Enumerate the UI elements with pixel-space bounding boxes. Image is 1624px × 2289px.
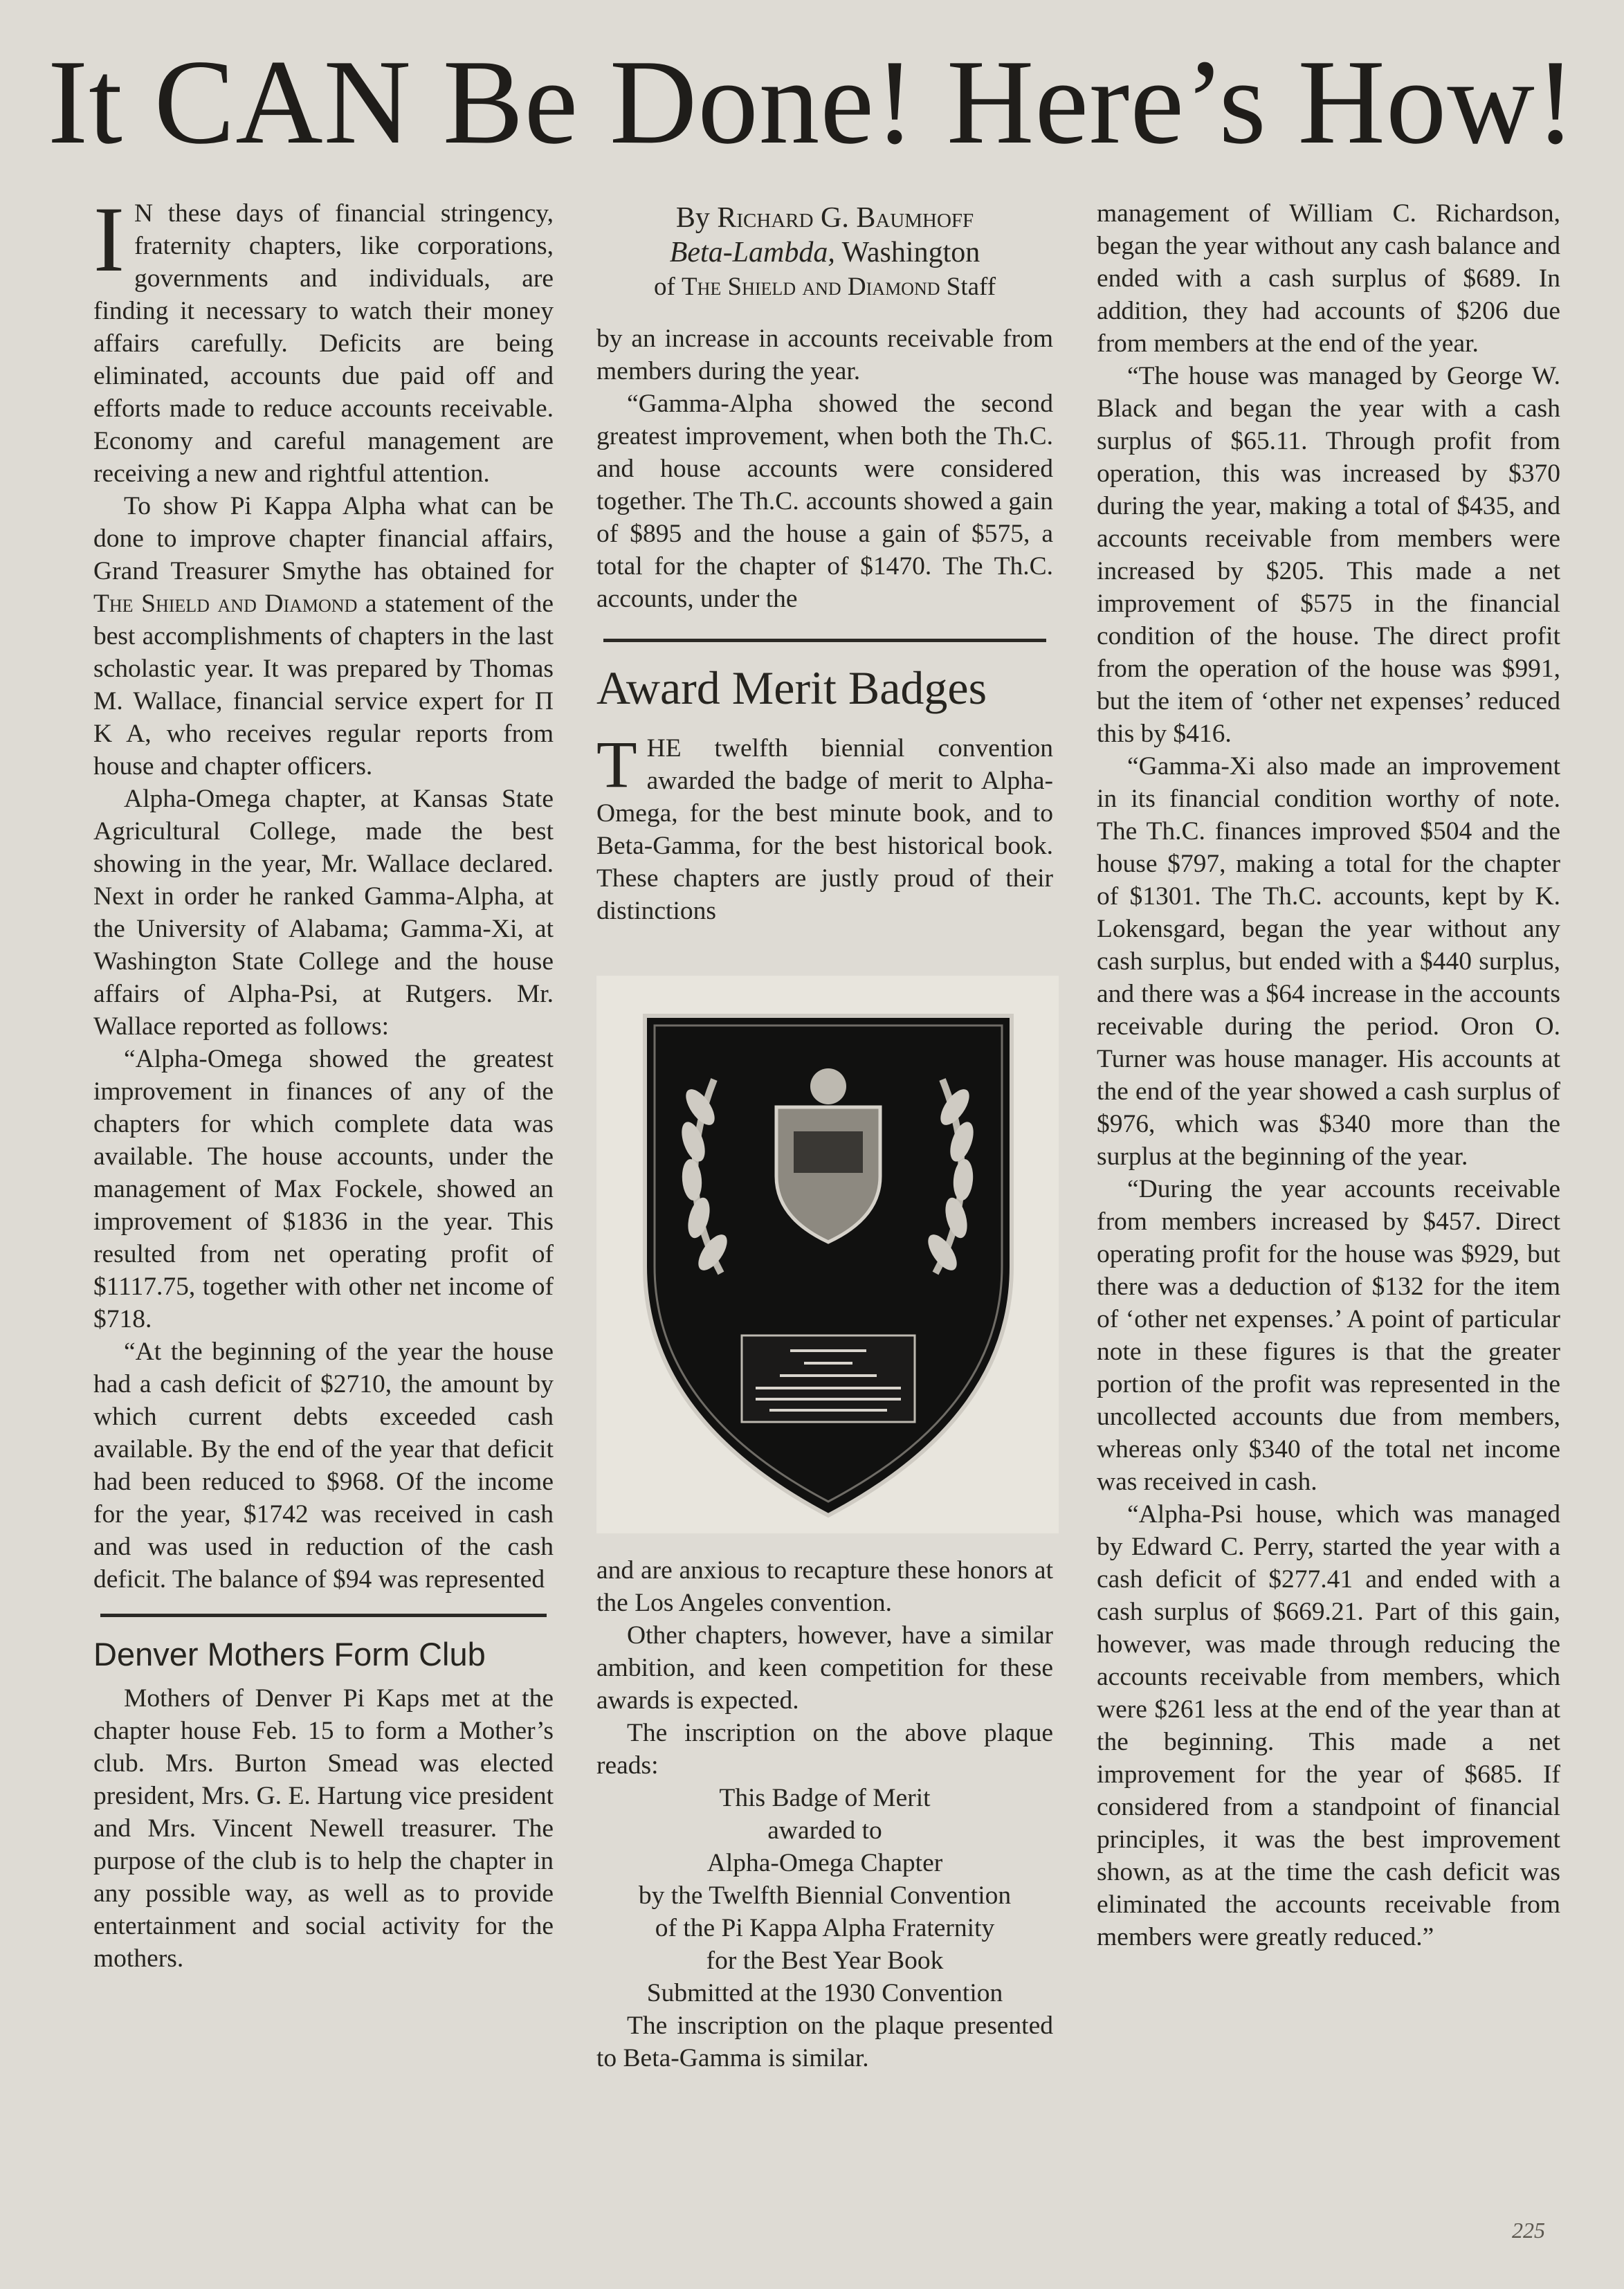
paragraph: “The house was managed by George W. Black and began the year with a cash surplus of $65.11. Through profit from operation, this was increased by $370 during the year, making a total of $435, and accounts receivable from members were increased by $205. This made a net improvement of $575 in the financial condition of the house. The direct profit from the operation of the house was $991, but the item of ‘other net expenses’ reduced this by $416. bbox=[1097, 362, 1560, 748]
merit-plaque-image bbox=[596, 976, 1059, 1533]
author-name: Richard G. Baumhoff bbox=[717, 202, 974, 234]
drop-cap-i: I bbox=[93, 188, 125, 291]
section-heading-denver-mothers: Denver Mothers Form Club bbox=[93, 1636, 486, 1672]
publication-name: The Shield and Diamond bbox=[93, 590, 358, 618]
section-divider bbox=[603, 639, 1046, 642]
intro-paragraph: I N these days of financial stringency, fraternity chapters, like corporations, governments and individuals, are finding it necessary to watch their money affairs carefully. Deficits are being eliminated, accounts due paid off and efforts made to reduce accounts receivable. Economy and careful management are receiving a new and rightful attention. bbox=[93, 188, 554, 488]
paragraph: “At the beginning of the year the house had a cash deficit of $2710, the amount by which current debts exceeded cash available. By the end of the year that deficit had been reduced to $968. Of the income for the year, $1742 was received in cash and was used in reduction of the cash deficit. The balance of $94 was represented bbox=[93, 1338, 554, 1594]
column-3 bbox=[1097, 197, 1560, 1953]
section-divider bbox=[100, 1614, 547, 1617]
paragraph: by an increase in accounts receivable from members during the year. bbox=[596, 325, 1053, 385]
author-chapter: Beta-Lambda, bbox=[669, 237, 835, 268]
page-number: 225 bbox=[1512, 2218, 1545, 2243]
paragraph: “Alpha-Omega showed the greatest improvement in finances of any of the chapters for which complete data was available. The house accounts, under the management of Max Fockele, showed an improvement of $1836 in the year. This resulted from net operating profit of $1117.75, together with other net income of $718. bbox=[93, 1045, 554, 1333]
column-1 bbox=[93, 188, 554, 1975]
column-2 bbox=[596, 201, 1053, 2074]
paragraph: Other chapters, however, have a similar ambition, and keen competition for these awards is expected. bbox=[596, 1621, 1053, 1715]
paragraph: “During the year accounts receivable from members increased by $457. Direct operating profit for the house was $929, but there was a deduction of $132 for the item of ‘other net expenses.’ A point of particular note in these figures is that the greater portion of the profit was represented in the uncollected accounts due from members, whereas only $340 of the total net income was received in cash. bbox=[1097, 1175, 1560, 1496]
paragraph: Mothers of Denver Pi Kaps met at the chapter house Feb. 15 to form a Mother’s club. Mrs. Burton Smead was elected president, Mrs. G. E. Hartung vice president and Mrs. Vincent Newell treasurer. The purpose of the club is to help the chapter in any possible way, as well as to provide entertainment and social activity for the mothers. bbox=[93, 1684, 554, 1973]
section-heading-award-merit-badges: Award Merit Badges bbox=[596, 662, 987, 714]
paragraph: and are anxious to recapture these honors at the Los Angeles convention. bbox=[596, 1556, 1053, 1617]
paragraph: THE twelfth biennial convention awarded the badge of merit to Alpha-Omega, for the best minute book, and to Beta-Gamma, for the best historical book. These chapters are justly proud of their distinctions bbox=[596, 727, 1053, 925]
plaque-inscription: This Badge of Merit awarded to Alpha-Omega Chapter by the Twelfth Biennial Convention of the Pi Kappa Alpha Fraternity for the Best Year Book Submitted at the 1930 Convention bbox=[638, 1784, 1012, 2007]
paragraph: Alpha-Omega chapter, at Kansas State Agricultural College, made the best showing in the year, Mr. Wallace declared. Next in order he ranked Gamma-Alpha, at the University of Alabama; Gamma-Xi, at Washington State College and the house affairs of Alpha-Psi, at Rutgers. Mr. Wallace reported as follows: bbox=[93, 785, 554, 1041]
plaque-photo bbox=[596, 976, 1059, 1533]
paragraph: To show Pi Kappa Alpha what can be done to improve chapter financial affairs, Grand Treasurer Smythe has obtained for The Shield and Diamond a statement of the best accomplishments of chapters in the last scholastic year. It was prepared by Thomas M. Wallace, financial service expert for Π K A, who receives regular reports from house and chapter officers. bbox=[93, 492, 554, 781]
paragraph: The inscription on the above plaque reads: bbox=[596, 1719, 1053, 1780]
paragraph: “Alpha-Psi house, which was managed by Edward C. Perry, started the year with a cash deficit of $277.41 and ended with a cash surplus of $669.21. Part of this gain, however, was made through reducing the accounts receivable from members, which were $261 less at the end of the year than at the beginning. This made a net improvement for the year of $685. If considered from a standpoint of financial principles, it was the best improvement shown, as at the time the cash deficit was eliminated the accounts receivable from members were greatly reduced.” bbox=[1097, 1500, 1560, 1951]
paragraph: “Gamma-Alpha showed the second greatest improvement, when both the Th.C. and house accounts were considered together. The Th.C. accounts showed a gain of $895 and the house a gain of $575, a total for the chapter of $1470. The Th.C. accounts, under the bbox=[596, 390, 1053, 613]
paragraph: “Gamma-Xi also made an improvement in its financial condition worthy of note. The Th.C. finances improved $504 and the house $797, making a total for the chapter of $1301. The Th.C. accounts, kept by K. Lokensgard, began the year without any cash surplus, but ended with a $440 surplus, and there was a $64 increase in the accounts receivable during the period. Oron O. Turner was house manager. His accounts at the end of the year showed a cash surplus of $976, which was $340 more than the surplus at the beginning of the year. bbox=[1097, 752, 1560, 1171]
byline: By Richard G. Baumhoff Beta-Lambda, Washington of The Shield and Diamond Staff bbox=[653, 202, 996, 301]
paragraph: The inscription on the plaque presented to Beta-Gamma is similar. bbox=[596, 2012, 1053, 2072]
page-title: It CAN Be Done! Here’s How! bbox=[47, 35, 1577, 169]
paragraph: management of William C. Richardson, began the year without any cash balance and ended with a cash surplus of $689. In addition, they had accounts of $206 due from members at the end of the year. bbox=[1097, 199, 1560, 358]
drop-cap-t: T bbox=[596, 727, 637, 801]
